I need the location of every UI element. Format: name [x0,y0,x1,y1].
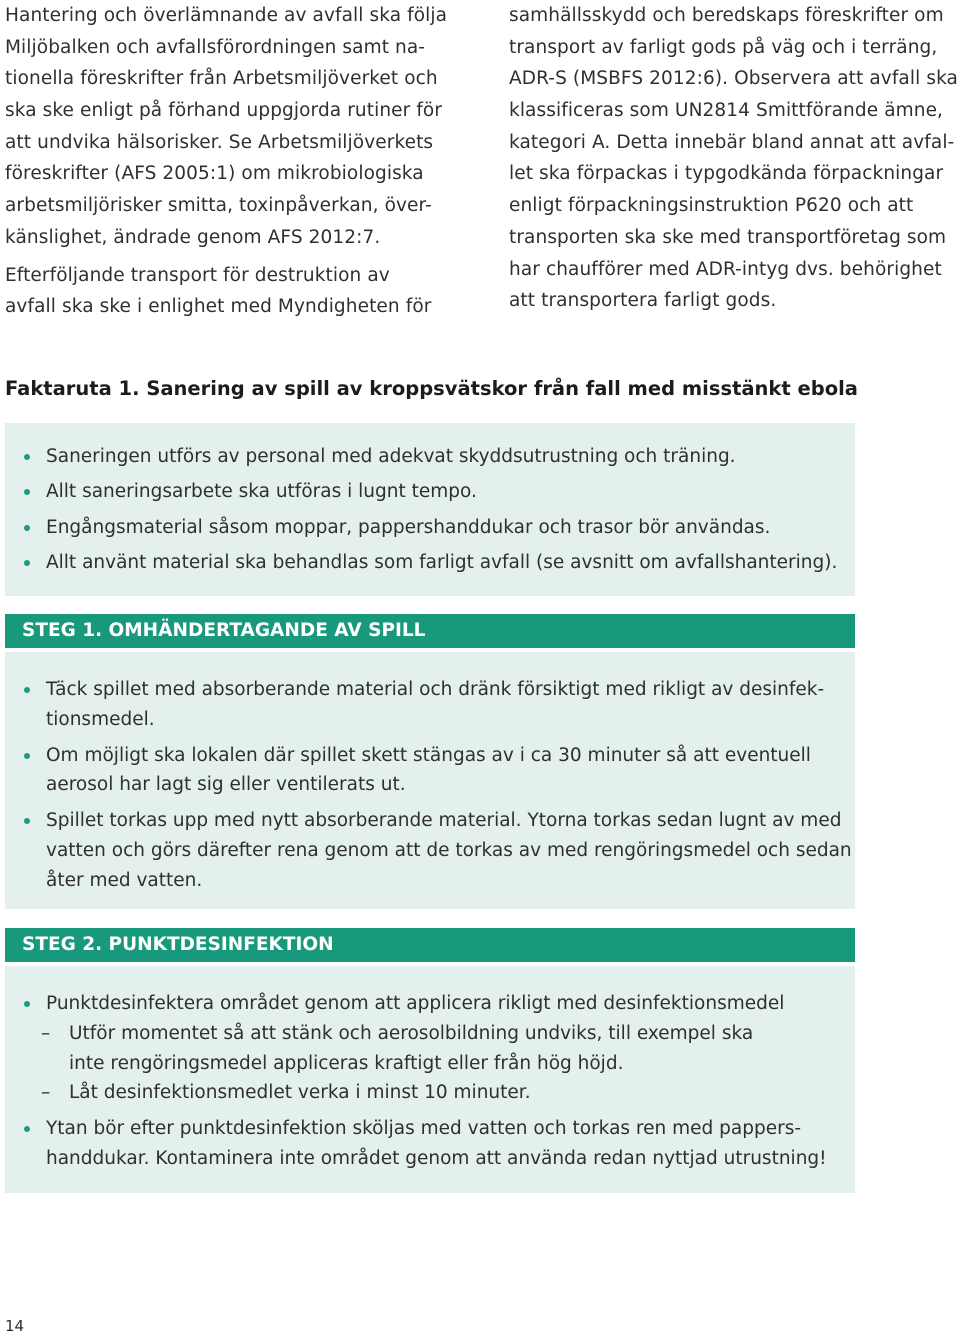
step-2-box [5,966,855,1193]
fact-box-title: Faktaruta 1. Sanering av spill av kroppsvätskor från fall med misstänkt ebola [5,377,858,400]
list-item: Täck spillet med absorberande material och dränk försiktigt med rikligt av desinfek- tionsmedel. [5,675,855,735]
list-item: Allt saneringsarbete ska utföras i lugnt tempo. [5,477,855,507]
text-line: ADR-S (MSBFS 2012:6). Observera att avfall ska [509,68,958,90]
text-line: föreskrifter (AFS 2005:1) om mikrobiologiska [5,163,424,185]
text-line: transport av farligt gods på väg och i terräng, [509,36,938,58]
text-line: Efterföljande transport för destruktion av [5,264,390,286]
left-text-column [5,0,475,323]
step-1-box [5,652,855,909]
text-line: Miljöbalken och avfallsförordningen samt na- [5,36,426,58]
sub-list-item: – Låt desinfektionsmedlet verka i minst 10 minuter. [5,1078,855,1108]
text-line: enligt förpackningsinstruktion P620 och att [509,195,914,217]
text-line: Hantering och överlämnande av avfall ska följa [5,5,448,26]
right-text-column [509,0,960,317]
page-number: 14 [5,1317,25,1335]
paragraph-transport [5,260,475,323]
text-line: let ska förpackas i typgodkända förpackningar [509,163,944,185]
text-line: tionella föreskrifter från Arbetsmiljöverket och [5,68,438,90]
list-item: Allt använt material ska behandlas som farligt avfall (se avsnitt om avfallshantering). [5,548,855,578]
step-1-heading: STEG 1. OMHÄNDERTAGANDE AV SPILL [5,614,855,648]
bullet-icon [24,687,30,693]
list-item: Punktdesinfektera området genom att applicera rikligt med desinfektionsmedel [5,989,855,1019]
text-line: att transportera farligt gods. [509,290,777,312]
text-line: arbetsmiljörisker smitta, toxinpåverkan, över- [5,195,432,217]
paragraph-transport-continued [509,0,960,317]
bullet-icon [24,525,30,531]
dash-marker: – [41,1022,51,1044]
bullet-icon [24,753,30,759]
list-item: Om möjligt ska lokalen där spillet skett stängas av i ca 30 minuter så att eventuell aerosol har lagt sig eller ventilerats ut. [5,741,855,801]
list-item: Ytan bör efter punktdesinfektion sköljas med vatten och torkas ren med pappers- handdukar. Kontaminera inte området genom att använda redan nyttjad utrustning! [5,1114,855,1174]
bullet-icon [24,454,30,460]
bullet-icon [24,560,30,566]
list-item: Spillet torkas upp med nytt absorberande material. Ytorna torkas sedan lugnt av med vatten och görs därefter rena genom att de torkas av med rengöringsmedel och sedan åter med vatten. [5,806,855,895]
text-line: att undvika hälsorisker. Se Arbetsmiljöverkets [5,131,434,153]
list-item: Saneringen utförs av personal med adekvat skyddsutrustning och träning. [5,442,855,472]
text-line: känslighet, ändrade genom AFS 2012:7. [5,226,381,248]
bullet-icon [24,818,30,824]
text-line: har chaufförer med ADR-intyg dvs. behörighet [509,258,942,280]
fact-box-intro [5,423,855,596]
text-line: avfall ska ske i enlighet med Myndigheten för [5,296,432,318]
text-line: klassificeras som UN2814 Smittförande ämne, [509,100,944,122]
bullet-icon [24,1001,30,1007]
text-line: samhällsskydd och beredskaps föreskrifter om [509,5,944,26]
list-item: Engångsmaterial såsom moppar, pappershanddukar och trasor bör användas. [5,513,855,543]
text-line: ska ske enligt på förhand uppgjorda rutiner för [5,100,443,122]
text-line: transporten ska ske med transportföretag som [509,226,947,248]
bullet-icon [24,489,30,495]
step-2-heading: STEG 2. PUNKTDESINFEKTION [5,928,855,962]
paragraph-waste-handling [5,0,475,254]
text-line: kategori A. Detta innebär bland annat att avfal- [509,131,955,153]
dash-marker: – [41,1082,51,1104]
sub-list-item: – Utför momentet så att stänk och aerosolbildning undviks, till exempel ska inte rengöringsmedel appliceras kraftigt eller från hög höjd. [5,1019,855,1079]
bullet-icon [24,1126,30,1132]
